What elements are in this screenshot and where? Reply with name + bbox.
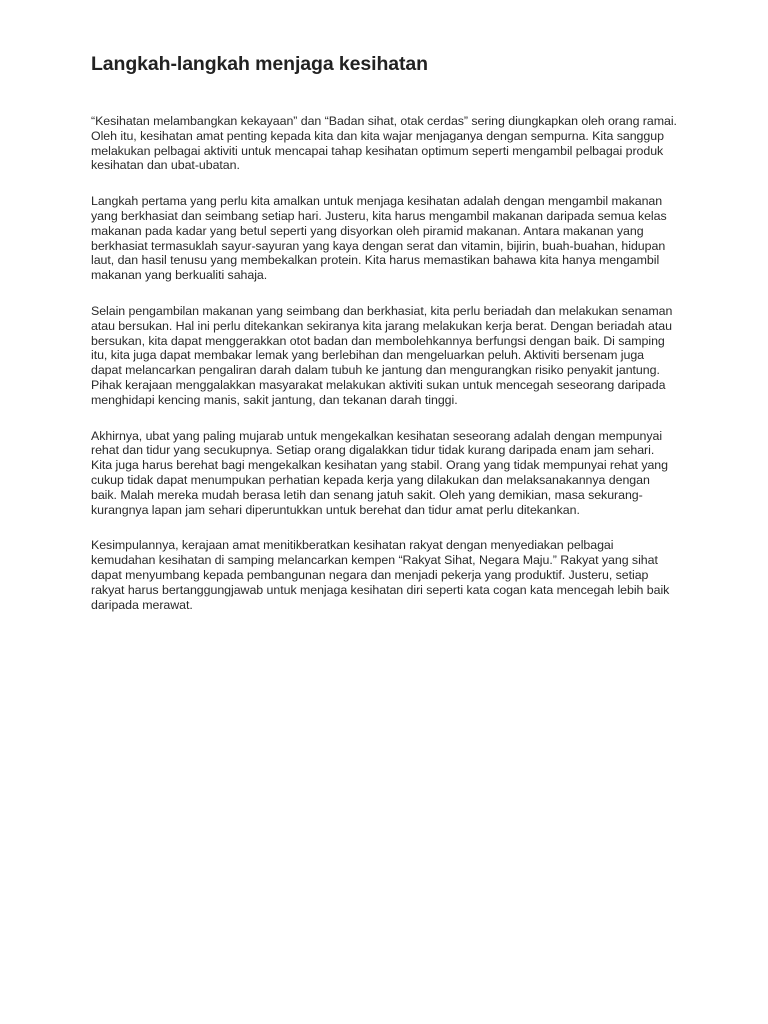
document-page	[91, 52, 677, 633]
paragraph-intro: “Kesihatan melambangkan kekayaan” dan “Badan sihat, otak cerdas” sering diungkapkan oleh orang ramai. Oleh itu, kesihatan amat penting kepada kita dan kita wajar menjaganya dengan sempurna. Kita sanggup melakukan pelbagai aktiviti untuk mencapai tahap kesihatan optimum seperti mengambil pelbagai produk kesihatan dan ubat-ubatan.	[91, 114, 677, 173]
paragraph-exercise: Selain pengambilan makanan yang seimbang dan berkhasiat, kita perlu beriadah dan melakukan senaman atau bersukan. Hal ini perlu ditekankan sekiranya kita jarang melakukan kerja berat. Dengan beriadah atau bersukan, kita dapat menggerakkan otot badan dan membolehkannya berfungsi dengan baik. Di samping itu, kita juga dapat membakar lemak yang berlebihan dan mengeluarkan peluh. Aktiviti bersenam juga dapat melancarkan pengaliran darah dalam tubuh ke jantung dan mengurangkan risiko penyakit jantung. Pihak kerajaan menggalakkan masyarakat melakukan aktiviti sukan untuk mencegah seseorang daripada menghidapi kencing manis, sakit jantung, dan tekanan darah tinggi.	[91, 303, 673, 407]
paragraph-rest: Akhirnya, ubat yang paling mujarab untuk mengekalkan kesihatan seseorang adalah dengan mempunyai rehat dan tidur yang secukupnya. Setiap orang digalakkan tidur tidak kurang daripada enam jam sehari. Kita juga harus berehat bagi mengekalkan kesihatan yang stabil. Orang yang tidak mempunyai rehat yang cukup tidak dapat menumpukan perhatian kepada kerja yang dilakukan dan melaksanakannya dengan baik. Malah mereka mudah berasa letih dan senang jatuh sakit. Oleh yang demikian, masa sekurang-kurangnya lapan jam sehari diperuntukkan untuk berehat dan tidur amat perlu ditekankan.	[91, 428, 668, 517]
document-title: Langkah-langkah menjaga kesihatan	[91, 53, 428, 75]
paragraph-nutrition: Langkah pertama yang perlu kita amalkan untuk menjaga kesihatan adalah dengan mengambil makanan yang berkhasiat dan seimbang setiap hari. Justeru, kita harus mengambil makanan daripada semua kelas makanan pada kadar yang betul seperti yang disyorkan oleh piramid makanan. Antara makanan yang berkhasiat termasuklah sayur-sayuran yang kaya dengan serat dan vitamin, bijirin, buah-buahan, hidupan laut, dan hasil tenusu yang membekalkan protein. Kita harus memastikan bahawa kita hanya mengambil makanan yang berkualiti sahaja.	[91, 194, 667, 283]
paragraph-conclusion: Kesimpulannya, kerajaan amat menitikberatkan kesihatan rakyat dengan menyediakan pelbagai kemudahan kesihatan di samping melancarkan kempen “Rakyat Sihat, Negara Maju.” Rakyat yang sihat dapat menyumbang kepada pembangunan negara dan menjadi pekerja yang produktif. Justeru, setiap rakyat harus bertanggungjawab untuk menjaga kesihatan diri seperti kata cogan kata mencegah lebih baik daripada merawat.	[91, 538, 670, 612]
